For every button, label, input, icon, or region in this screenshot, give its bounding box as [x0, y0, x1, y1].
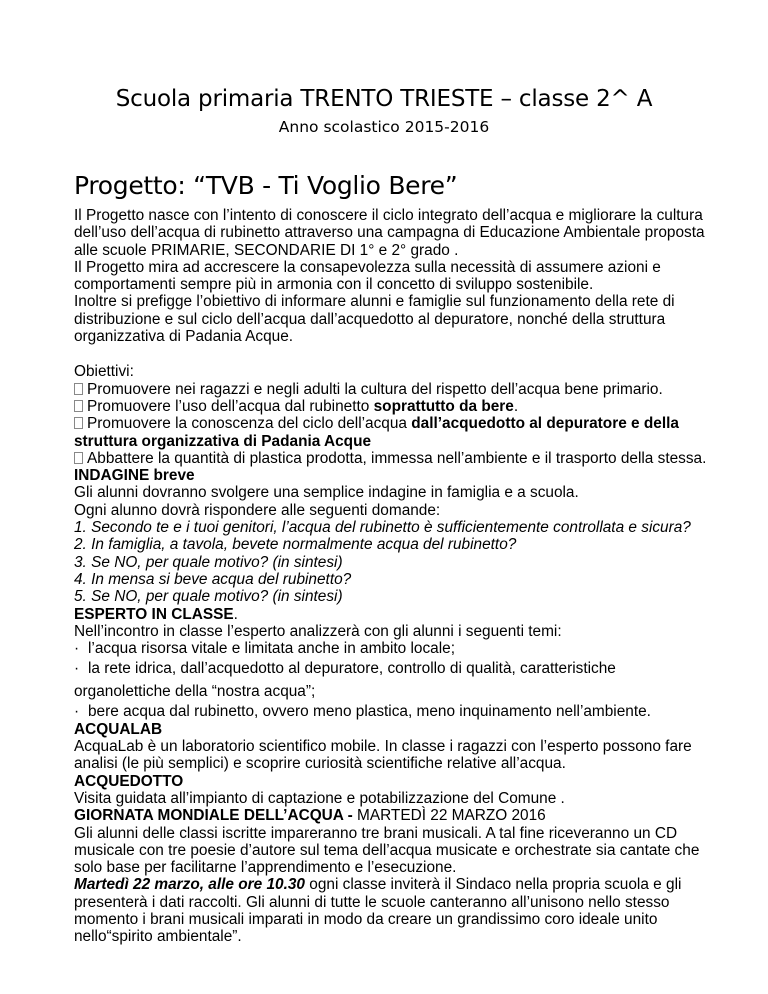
- giornata-text-2: Martedì 22 marzo, alle ore 10.30 ogni classe inviterà il Sindaco nella propria scuola e gli presenterà i dati raccolti. Gli alunni di tutte le scuole canteranno all’unisono nello stesso momento i brani musicali imparati in modo da creare un grandissimo coro ideale unito nello“spirito ambientale”.: [74, 876, 682, 946]
- objective-item: Promuovere l’uso dell’acqua dal rubinetto soprattutto da bere.: [74, 398, 714, 415]
- expert-heading: ESPERTO IN CLASSE: [74, 605, 234, 623]
- checkbox-glyph-icon: [74, 417, 83, 429]
- acquedotto-text: Visita guidata all’impianto di captazione e potabilizzazione del Comune .: [74, 789, 565, 807]
- document-body: [74, 207, 714, 946]
- project-title: Progetto: “TVB - Ti Voglio Bere”: [74, 171, 458, 200]
- expert-bullet: · bere acqua dal rubinetto, ovvero meno plastica, meno inquinamento nell’ambiente.: [74, 703, 651, 721]
- survey-question: 2. In famiglia, a tavola, bevete normalmente acqua del rubinetto?: [74, 536, 517, 554]
- intro-paragraph-1: Il Progetto nasce con l’intento di conoscere il ciclo integrato dell’acqua e migliorare la cultura dell’uso dell’acqua di rubinetto attraverso una campagna di Educazione Ambientale proposta alle scuole PRIMARIE, SECONDARIE DI 1° e 2° grado .: [74, 207, 705, 259]
- bullet-icon: ·: [74, 660, 80, 678]
- objective-item: Abbattere la quantità di plastica prodotta, immessa nell’ambiente e il trasporto della stessa.: [74, 450, 714, 467]
- checkbox-glyph-icon: [74, 400, 83, 412]
- survey-heading: INDAGINE breve: [74, 467, 195, 485]
- acqualab-text: AcquaLab è un laboratorio scientifico mobile. In classe i ragazzi con l’esperto possono fare analisi (le più semplici) e scoprire curiosità scientifiche relative all’acqua.: [74, 738, 692, 773]
- giornata-heading: GIORNATA MONDIALE DELL’ACQUA -: [74, 807, 357, 825]
- expert-heading-line: ESPERTO IN CLASSE.: [74, 605, 238, 623]
- survey-question: 3. Se NO, per quale motivo? (in sintesi): [74, 553, 343, 571]
- acquedotto-heading: ACQUEDOTTO: [74, 772, 184, 790]
- objectives-label: Obiettivi:: [74, 363, 134, 381]
- intro-paragraph-3: Inoltre si prefigge l’obiettivo di informare alunni e famiglie sul funzionamento della rete di distribuzione e sul ciclo dell’acqua dall’acquedotto al depuratore, nonché della struttura organizzativa di Padania Acque.: [74, 293, 675, 346]
- checkbox-glyph-icon: [74, 383, 83, 395]
- school-heading: Scuola primaria TRENTO TRIESTE – classe 2^ A: [115, 86, 653, 112]
- expert-bullet: · l’acqua risorsa vitale e limitata anche in ambito locale;: [74, 640, 455, 658]
- giornata-text: Gli alunni delle classi iscritte impareranno tre brani musicali. A tal fine riceveranno un CD musicale con tre poesie d’autore sul tema dell’acqua musicate e orchestrate sia cantate che solo base per facilitarne l’apprendimento e l’esecuzione.: [74, 824, 700, 877]
- giornata-date: MARTEDÌ 22 MARZO 2016: [357, 807, 546, 825]
- objective-item: Promuovere nei ragazzi e negli adulti la cultura del rispetto dell’acqua bene primario.: [74, 381, 714, 398]
- survey-question: 1. Secondo te e i tuoi genitori, l’acqua del rubinetto è sufficientemente controllata e sicura?: [74, 519, 691, 537]
- giornata-heading-line: [74, 807, 714, 824]
- survey-question: 5. Se NO, per quale motivo? (in sintesi): [74, 588, 343, 606]
- intro-paragraph-2: Il Progetto mira ad accrescere la consapevolezza sulla necessità di assumere azioni e comportamenti sempre più in armonia con il concetto di sviluppo sostenibile.: [74, 258, 661, 294]
- bullet-icon: ·: [74, 703, 80, 721]
- bullet-icon: ·: [74, 640, 80, 658]
- giornata-when: Martedì 22 marzo, alle ore 10.30: [74, 876, 305, 894]
- checkbox-glyph-icon: [74, 452, 83, 464]
- expert-bullet: · la rete idrica, dall’acquedotto al depuratore, controllo di qualità, caratteristiche organolettiche della “nostra acqua”;: [74, 657, 714, 703]
- survey-line: Ogni alunno dovrà rispondere alle seguenti domande:: [74, 501, 441, 519]
- objective-item: Promuovere la conoscenza del ciclo dell’acqua dall’acquedotto al depuratore e della struttura organizzativa di Padania Acque: [74, 415, 679, 450]
- school-year: Anno scolastico 2015-2016: [278, 118, 490, 136]
- acqualab-heading: ACQUALAB: [74, 720, 163, 738]
- survey-question: 4. In mensa si beve acqua del rubinetto?: [74, 570, 352, 588]
- expert-intro: Nell’incontro in classe l’esperto analizzerà con gli alunni i seguenti temi:: [74, 622, 562, 640]
- survey-line: Gli alunni dovranno svolgere una semplice indagine in famiglia e a scuola.: [74, 484, 579, 502]
